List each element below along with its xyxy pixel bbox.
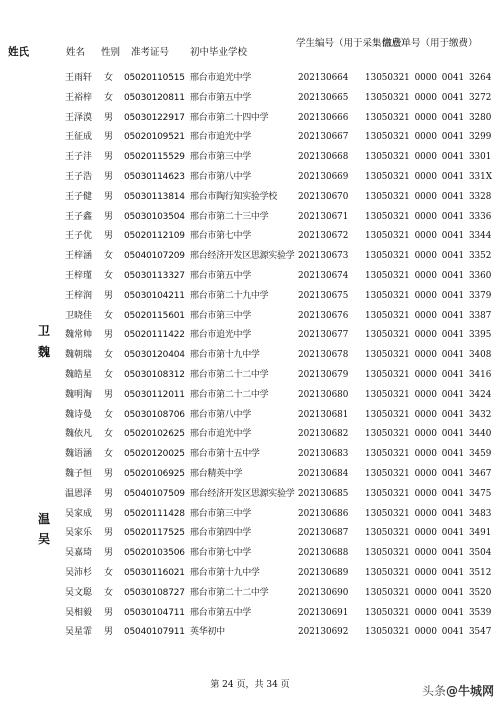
payment-no: 13050321 0000 0041 3491 [365,528,492,539]
payment-no: 13050321 0000 0041 3539 [365,607,492,618]
student-name: 吴相毅 [65,607,93,618]
student-id: 202130682 [298,429,349,440]
student-name: 王子浩 [65,171,93,182]
student-id: 202130664 [298,73,349,83]
student-name: 吴文聪 [65,587,93,598]
surname-label-wu: 吴 [38,532,51,546]
payment-no: 13050321 0000 0041 3264 [365,73,492,83]
student-id: 202130667 [298,132,349,143]
student-name: 魏语涵 [65,449,93,460]
student-name: 吴星霏 [65,627,93,638]
table-row [0,287,500,307]
student-school: 邢台市第二十九中学 [190,290,269,301]
table-row [0,544,500,564]
payment-no: 13050321 0000 0041 3272 [365,92,492,103]
surname-label-wei: 卫 [38,324,51,338]
student-name: 吴家成 [65,508,93,519]
student-id: 202130671 [298,211,349,222]
page-number: 第 24 页，共 34 页 [210,680,290,690]
table-row [0,148,500,168]
student-table [0,69,500,643]
student-name: 吴沛杉 [65,567,93,578]
student-gender: 男 [104,152,114,163]
student-school: 邢台市第五中学 [190,92,251,103]
student-gender: 女 [104,251,114,262]
student-id: 202130680 [298,389,349,400]
student-gender: 男 [104,171,114,182]
student-id: 202130685 [298,488,349,499]
student-id: 202130687 [298,528,349,539]
student-name: 魏子恒 [65,468,93,479]
table-row [0,623,500,643]
student-exam-no: 05020106925 [124,468,185,479]
student-gender: 女 [104,73,114,83]
student-exam-no: 05020115529 [124,152,185,163]
student-gender: 男 [104,627,114,638]
student-exam-no: 05020120025 [124,449,185,460]
student-name: 吴嘉琦 [65,548,93,559]
payment-no: 13050321 0000 0041 331X [365,171,492,182]
payment-no: 13050321 0000 0041 3301 [365,152,492,163]
student-gender: 男 [104,468,114,479]
student-name: 王子沣 [65,152,93,163]
student-exam-no: 05030113814 [124,191,185,202]
payment-no: 13050321 0000 0041 3336 [365,211,492,222]
student-name: 魏依凡 [65,429,93,440]
student-gender: 女 [104,449,114,460]
header-student-id: 学生编号（用于采集信息） [296,38,411,49]
student-name: 王雨轩 [65,73,93,83]
payment-no: 13050321 0000 0041 3280 [365,112,492,123]
student-name: 魏皓星 [65,369,93,380]
watermark-handle: @牛城网 [445,684,494,698]
student-school: 邢台市第三中学 [190,152,251,163]
payment-no: 13050321 0000 0041 3344 [365,231,492,242]
payment-no: 13050321 0000 0041 3459 [365,449,492,460]
student-exam-no: 05020103506 [124,548,185,559]
header-payment-no: 缴费单号（用于缴费） [382,38,478,49]
student-id: 202130666 [298,112,349,123]
student-school: 邢台市陶行知实验学校 [190,191,278,202]
payment-no: 13050321 0000 0041 3512 [365,567,492,578]
student-gender: 女 [104,587,114,598]
table-row [0,227,500,247]
student-school: 英华初中 [190,627,225,638]
student-id: 202130681 [298,409,349,420]
student-id: 202130668 [298,152,349,163]
table-row [0,69,500,89]
student-gender: 男 [104,330,114,341]
payment-no: 13050321 0000 0041 3504 [365,548,492,559]
header-gender: 性别 [101,47,121,58]
student-name: 温恩泽 [65,488,93,499]
table-row [0,485,500,505]
table-row [0,168,500,188]
student-exam-no: 05040107509 [124,488,185,499]
student-school: 邢台市第三中学 [190,508,251,519]
student-gender: 男 [104,508,114,519]
student-id: 202130675 [298,290,349,301]
student-gender: 男 [104,548,114,559]
table-row [0,425,500,445]
student-id: 202130670 [298,191,349,202]
student-id: 202130688 [298,548,349,559]
student-school: 邢台经济开发区思源实验学 [190,251,295,262]
student-id: 202130692 [298,627,349,638]
student-gender: 男 [104,389,114,400]
student-gender: 女 [104,567,114,578]
student-id: 202130690 [298,587,349,598]
table-row [0,604,500,624]
table-header [0,38,500,70]
student-id: 202130672 [298,231,349,242]
table-row [0,188,500,208]
student-name: 王梓瑾 [65,270,93,281]
student-name: 卫晓佳 [65,310,93,321]
student-gender: 女 [104,409,114,420]
student-school: 邢台市第二十二中学 [190,389,269,400]
table-row [0,208,500,228]
student-gender: 男 [104,290,114,301]
student-exam-no: 05030104711 [124,607,185,618]
table-row [0,584,500,604]
student-gender: 女 [104,92,114,103]
student-exam-no: 05030113327 [124,270,185,281]
payment-no: 13050321 0000 0041 3299 [365,132,492,143]
payment-no: 13050321 0000 0041 3379 [365,290,492,301]
table-row [0,267,500,287]
student-school: 邢台市第三中学 [190,310,251,321]
student-school: 邢台市第二十四中学 [190,112,269,123]
student-name: 魏诗曼 [65,409,93,420]
student-id: 202130689 [298,567,349,578]
payment-no: 13050321 0000 0041 3467 [365,468,492,479]
student-school: 邢台市第二十二中学 [190,587,269,598]
student-gender: 女 [104,429,114,440]
student-school: 邢台经济开发区思源实验学 [190,488,295,499]
table-row [0,109,500,129]
watermark [422,682,494,699]
payment-no: 13050321 0000 0041 3352 [365,251,492,262]
payment-no: 13050321 0000 0041 3547 [365,627,492,638]
student-exam-no: 05020111422 [124,330,185,341]
student-exam-no: 05020109521 [124,132,185,143]
student-gender: 男 [104,132,114,143]
student-exam-no: 05020117525 [124,528,185,539]
student-school: 邢台市第十九中学 [190,350,260,361]
student-name: 王泽漠 [65,112,93,123]
surname-label-wei-2: 魏 [38,345,51,359]
table-row [0,564,500,584]
header-school: 初中毕业学校 [190,47,248,58]
student-id: 202130676 [298,310,349,321]
student-exam-no: 05030114623 [124,171,185,182]
payment-no: 13050321 0000 0041 3395 [365,330,492,341]
student-gender: 女 [104,310,114,321]
student-school: 邢台市第七中学 [190,548,251,559]
surname-label-wen: 温 [38,512,51,526]
watermark-prefix: 头条 [421,684,446,698]
payment-no: 13050321 0000 0041 3408 [365,350,492,361]
student-exam-no: 05020111428 [124,508,185,519]
student-school: 邢台市第十五中学 [190,449,260,460]
student-id: 202130677 [298,330,349,341]
student-name: 王子鑫 [65,211,93,222]
student-exam-no: 05040107911 [124,627,185,638]
student-school: 邢台精英中学 [190,468,243,479]
table-row [0,406,500,426]
student-gender: 女 [104,270,114,281]
table-row [0,346,500,366]
student-exam-no: 05030108706 [124,409,185,420]
student-name: 魏常帅 [65,330,93,341]
student-exam-no: 05030104211 [124,290,185,301]
student-exam-no: 05030116021 [124,567,185,578]
student-name: 王梓涵 [65,251,93,262]
student-exam-no: 05030103504 [124,211,185,222]
student-school: 邢台市追光中学 [190,330,251,341]
student-school: 邢台市第八中学 [190,171,251,182]
student-school: 邢台市第二十二中学 [190,369,269,380]
student-gender: 女 [104,369,114,380]
student-school: 邢台市追光中学 [190,429,251,440]
student-gender: 男 [104,607,114,618]
payment-no: 13050321 0000 0041 3475 [365,488,492,499]
table-row [0,247,500,267]
student-school: 邢台市第十九中学 [190,567,260,578]
student-name: 王梓润 [65,290,93,301]
student-gender: 男 [104,191,114,202]
student-id: 202130673 [298,251,349,262]
student-name: 王子健 [65,191,93,202]
payment-no: 13050321 0000 0041 3432 [365,409,492,420]
table-row [0,386,500,406]
student-exam-no: 05020110515 [124,73,185,83]
table-row [0,326,500,346]
student-gender: 女 [104,350,114,361]
student-exam-no: 05030108312 [124,369,185,380]
student-name: 王子优 [65,231,93,242]
student-name: 吴家乐 [65,528,93,539]
student-id: 202130665 [298,92,349,103]
table-row [0,524,500,544]
student-id: 202130686 [298,508,349,519]
student-name: 王裕梓 [65,92,93,103]
student-exam-no: 05040107209 [124,251,185,262]
student-id: 202130684 [298,468,349,479]
table-row [0,366,500,386]
payment-no: 13050321 0000 0041 3520 [365,587,492,598]
student-exam-no: 05020115601 [124,310,185,321]
student-gender: 男 [104,211,114,222]
header-surname: 姓氏 [8,46,29,58]
student-gender: 男 [104,488,114,499]
student-school: 邢台市第七中学 [190,231,251,242]
student-id: 202130678 [298,350,349,361]
student-exam-no: 05030120404 [124,350,185,361]
student-exam-no: 05030120811 [124,92,185,103]
payment-no: 13050321 0000 0041 3360 [365,270,492,281]
payment-no: 13050321 0000 0041 3416 [365,369,492,380]
student-gender: 男 [104,112,114,123]
student-id: 202130691 [298,607,349,618]
payment-no: 13050321 0000 0041 3483 [365,508,492,519]
student-school: 邢台市第八中学 [190,409,251,420]
payment-no: 13050321 0000 0041 3328 [365,191,492,202]
student-school: 邢台市第五中学 [190,270,251,281]
student-school: 邢台市第二十三中学 [190,211,269,222]
student-school: 邢台市第四中学 [190,528,251,539]
student-gender: 男 [104,231,114,242]
student-id: 202130679 [298,369,349,380]
student-name: 魏明淘 [65,389,93,400]
student-exam-no: 05020112109 [124,231,185,242]
student-school: 邢台市追光中学 [190,132,251,143]
header-exam-no: 准考证号 [131,47,170,58]
table-row [0,307,500,327]
student-school: 邢台市追光中学 [190,73,251,83]
student-id: 202130669 [298,171,349,182]
table-row [0,505,500,525]
student-school: 邢台市第五中学 [190,607,251,618]
table-row [0,89,500,109]
student-exam-no: 05030112011 [124,389,185,400]
student-name: 魏朝瑞 [65,350,93,361]
table-row [0,465,500,485]
student-id: 202130683 [298,449,349,460]
payment-no: 13050321 0000 0041 3387 [365,310,492,321]
student-gender: 男 [104,528,114,539]
student-exam-no: 05020102625 [124,429,185,440]
student-id: 202130674 [298,270,349,281]
student-name: 王征成 [65,132,93,143]
student-exam-no: 05030108727 [124,587,185,598]
table-row [0,128,500,148]
student-exam-no: 05030122917 [124,112,185,123]
payment-no: 13050321 0000 0041 3424 [365,389,492,400]
header-name: 姓名 [66,47,86,58]
table-row [0,445,500,465]
payment-no: 13050321 0000 0041 3440 [365,429,492,440]
